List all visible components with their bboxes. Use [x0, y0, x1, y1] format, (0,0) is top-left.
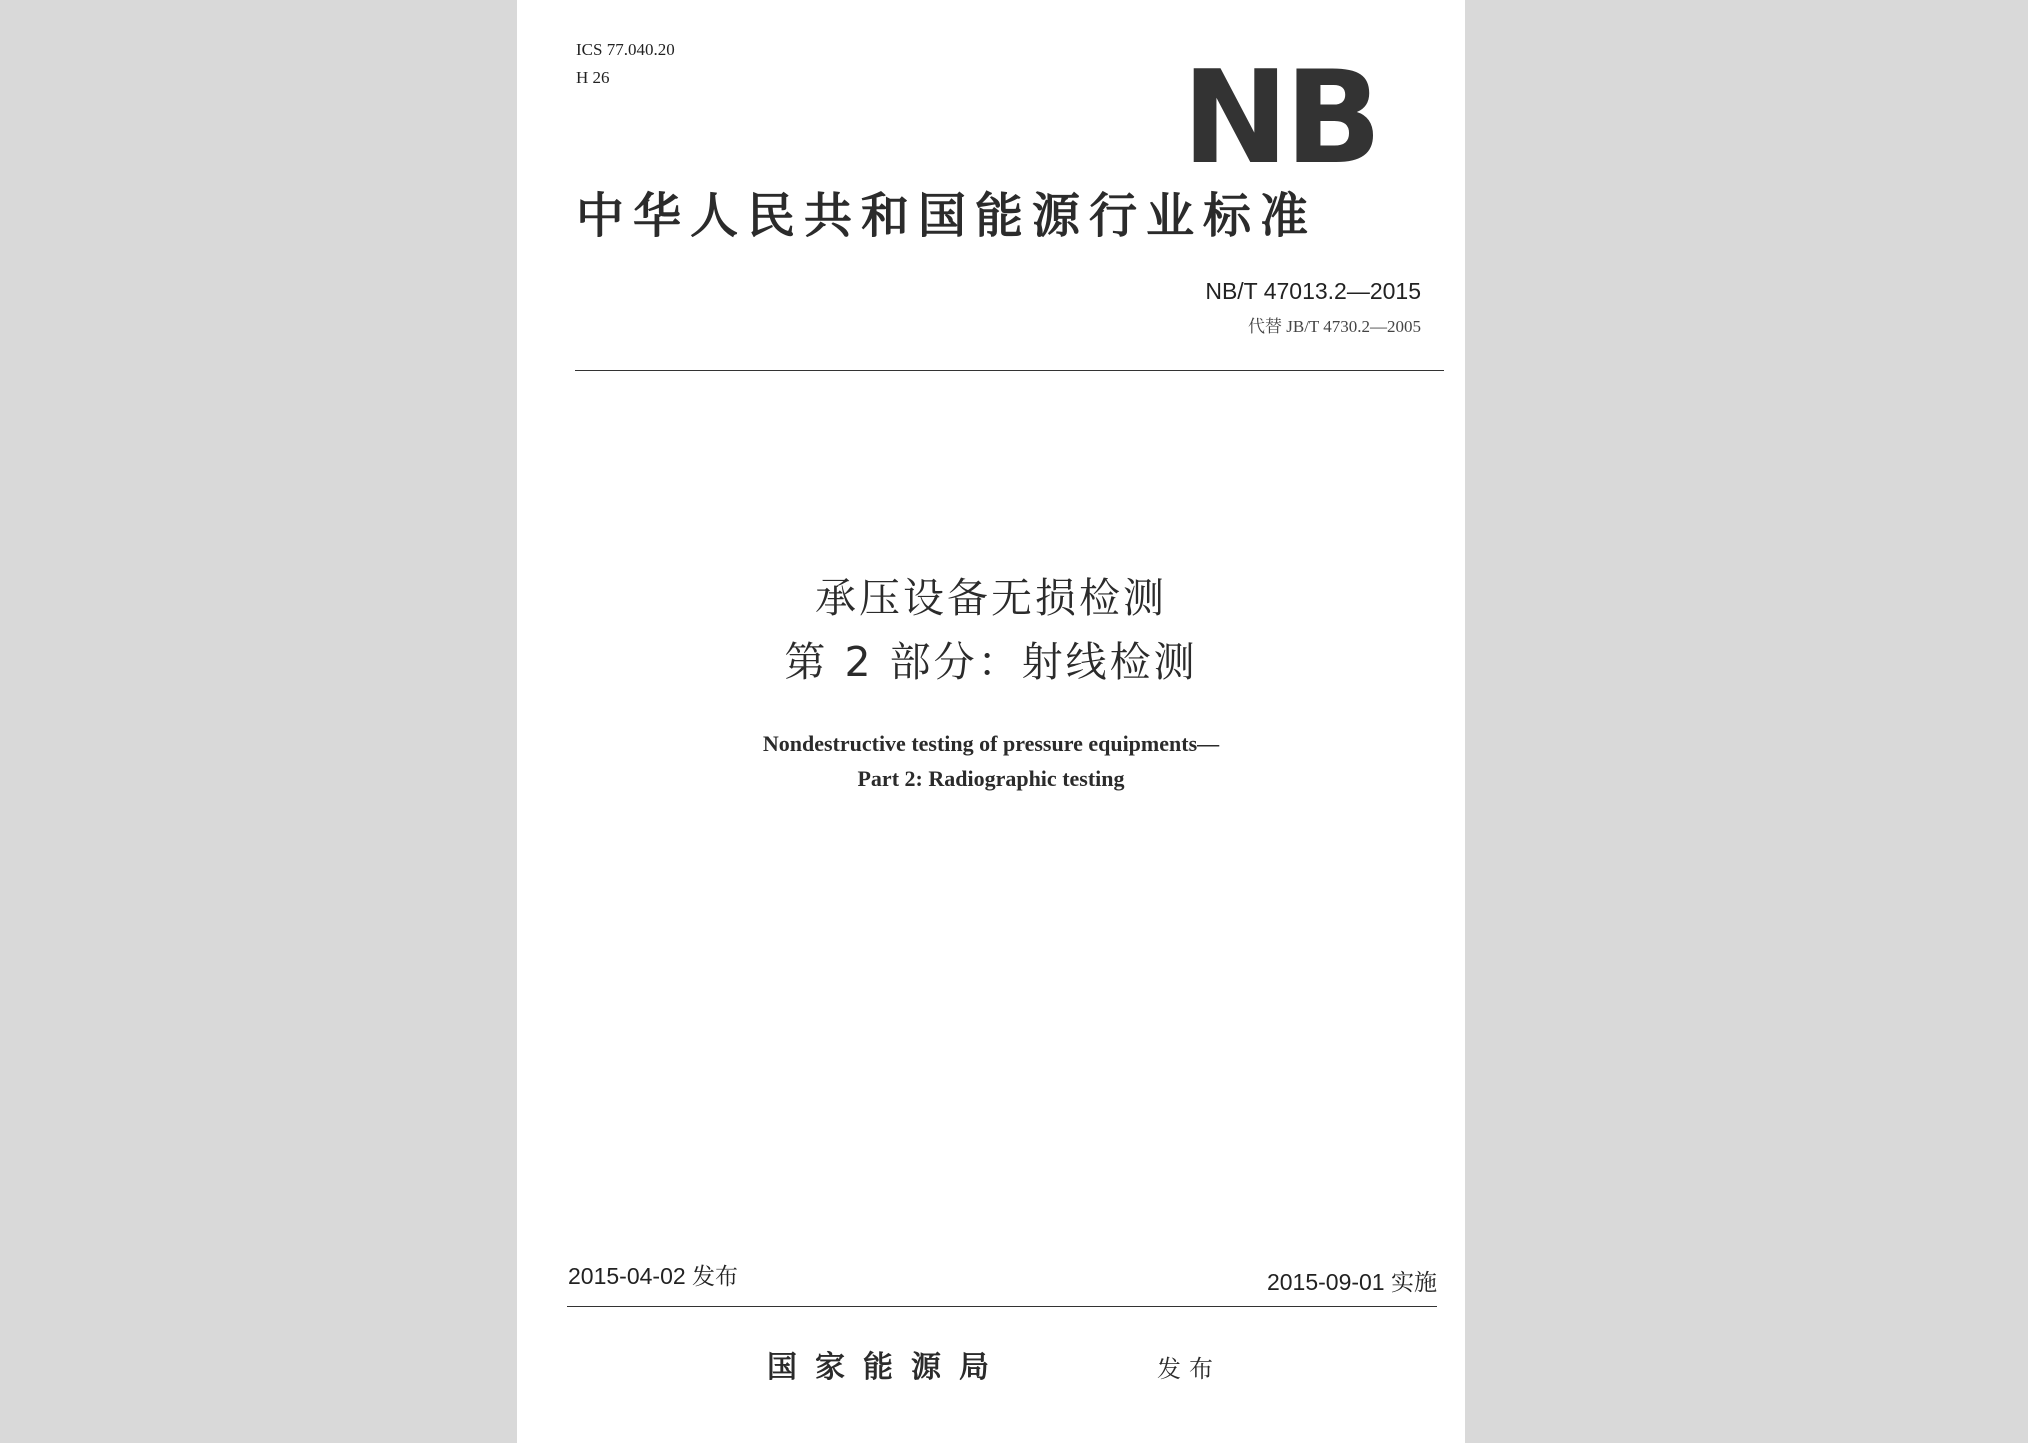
nb-logo	[1177, 54, 1383, 170]
publisher-action: 发布	[1157, 1355, 1221, 1383]
chinese-title-line-1: 承压设备无损检测	[815, 574, 1167, 622]
logo-text: NB	[1182, 54, 1378, 170]
english-title-line-1: Nondestructive testing of pressure equipments—	[762, 731, 1220, 756]
english-title	[517, 726, 1465, 796]
classification-codes	[576, 36, 675, 92]
implementation-date: 2015-09-01 实施	[1266, 1269, 1437, 1295]
document-page	[517, 0, 1465, 1443]
ics-code: ICS 77.040.20	[576, 40, 675, 59]
standard-number: NB/T 47013.2—2015	[1205, 278, 1421, 304]
issue-date: 2015-04-02 发布	[568, 1263, 739, 1289]
publisher-name: 国家能源局	[767, 1350, 1007, 1385]
ccs-code: H 26	[576, 68, 610, 87]
english-title-line-2: Part 2: Radiographic testing	[857, 766, 1125, 791]
chinese-title-line-2: 第 2 部分：射线检测	[784, 638, 1198, 686]
replaces-standard: 代替 JB/T 4730.2—2005	[1247, 317, 1421, 336]
chinese-title	[517, 566, 1465, 694]
header-divider	[575, 370, 1444, 371]
standard-category-title: 中华人民共和国能源行业标准	[576, 188, 1318, 244]
footer-divider	[567, 1306, 1437, 1307]
